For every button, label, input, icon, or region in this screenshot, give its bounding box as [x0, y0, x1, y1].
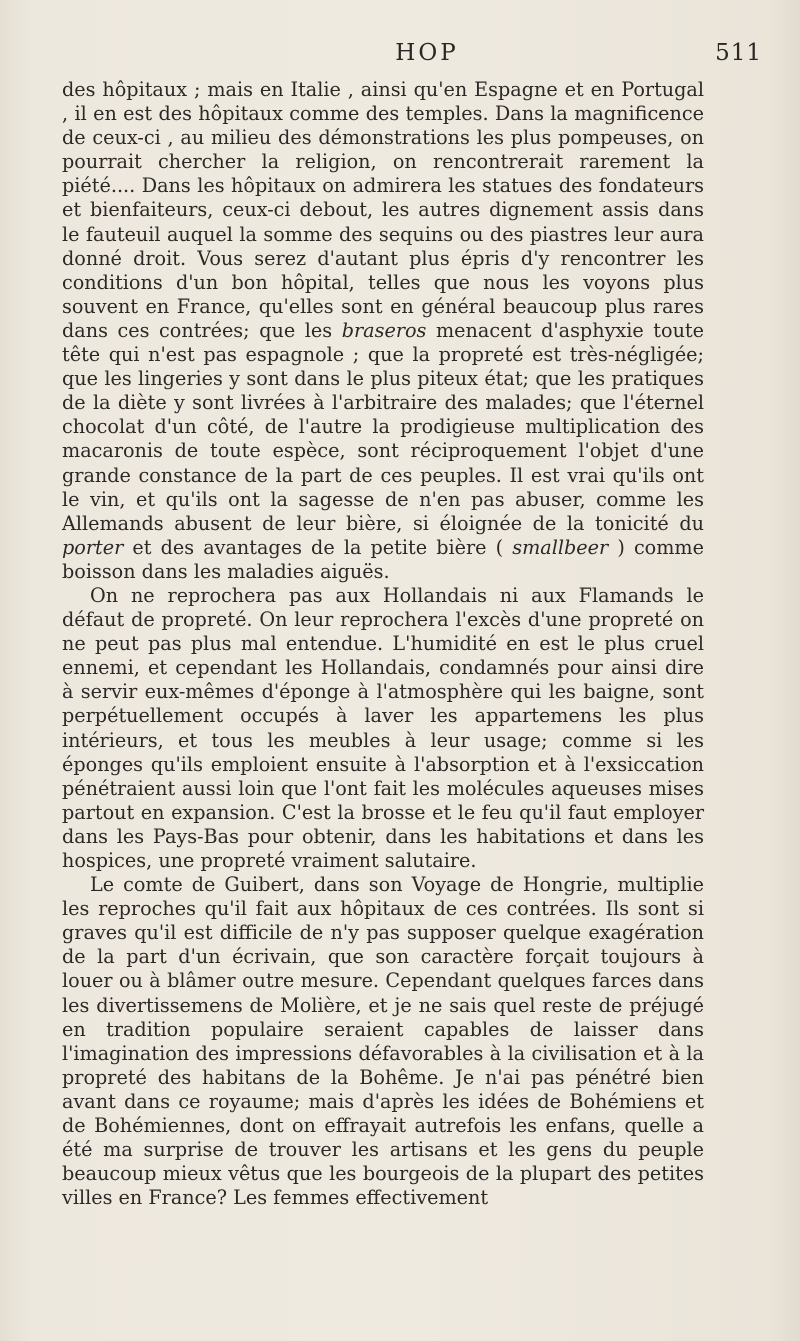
paragraph-2 [62, 584, 704, 873]
paragraph-3 [62, 873, 704, 1210]
text-segment: menacent d'asphyxie toute tête qui n'est pas espagnole ; que la propreté est très-négligée; que les lingeries y sont dans le plus piteux état; que les pratiques de la diète y sont livrées à l'arbitraire des malades; que l'éternel chocolat d'un côté, de l'autre la prodigieuse multiplication des macaronis de toute espèce, sont réciproquement l'objet d'une grande constance de la part de ces peuples. Il est vrai qu'ils ont le vin, et qu'ils ont la sagesse de n'en pas abuser, comme les Allemands abusent de leur bière, si éloignée de la tonicité du [62, 318, 704, 535]
paragraph-1 [62, 78, 704, 584]
text-segment: ) comme boisson dans les maladies aiguës. [62, 535, 704, 583]
italic-term-braseros: braseros [341, 318, 427, 342]
text-segment: et des avantages de la petite bière ( [123, 535, 513, 559]
text-segment: Le comte de Guibert, dans son Voyage de Hongrie, multiplie les reproches qu'il fait aux hôpitaux de ces contrées. Ils sont si graves qu'il est difficile de n'y pas supposer quelque exagération de la part d'un écrivain, que son caractère forçait toujours à louer ou à blâmer outre mesure. Cependant quelques farces dans les divertissemens de Molière, et je ne sais quel reste de préjugé en tradition populaire seraient capables de laisser dans l'imagination des impressions défavorables à la civilisation et à la propreté des habitans de la Bohême. Je n'ai pas pénétré bien avant dans ce royaume; mais d'après les idées de Bohémiens et de Bohémiennes, dont on effrayait autrefois les enfans, quelle a été ma surprise de trouver les artisans et les gens du peuple beaucoup mieux vêtus que les bourgeois de la plupart des petites villes en France? Les femmes effectivement [62, 873, 704, 1210]
text-segment: On ne reprochera pas aux Hollandais ni aux Flamands le défaut de propreté. On leur reprochera l'excès d'une propreté on ne peut pas plus mal entendue. L'humidité en est le plus cruel ennemi, et cependant les Hollandais, condamnés pour ainsi dire à servir eux-mêmes d'éponge à l'atmosphère qui les baigne, sont perpétuellement occupés à laver les appartemens les plus intérieurs, et tous les meubles à leur usage; comme si les éponges qu'ils emploient ensuite à l'absorption et à l'exsiccation pénétraient aussi loin que l'ont fait les molécules aqueuses mises partout en expansion. C'est la brosse et le feu qu'il faut employer dans les Pays-Bas pour obtenir, dans les habitations et dans les hospices, une propreté vraiment salutaire. [62, 583, 704, 872]
italic-term-porter: porter [62, 535, 124, 559]
running-head: HOP [395, 40, 459, 66]
page-number: 511 [715, 40, 762, 66]
page-header [62, 40, 762, 76]
text-segment: des hôpitaux ; mais en Italie , ainsi qu'en Espagne et en Portugal , il en est des hôpitaux comme des temples. Dans la magnificence de ceux-ci , au milieu des démonstrations les plus pompeuses, on pourrait chercher la religion, on rencontrerait rarement la piété.... Dans les hôpitaux on admirera les statues des fondateurs et bienfaiteurs, ceux-ci debout, les autres dignement assis dans le fauteuil auquel la somme des sequins ou des piastres leur aura donné droit. Vous serez d'autant plus épris d'y rencontrer les conditions d'un bon hôpital, telles que nous les voyons plus souvent en France, qu'elles sont en général beaucoup plus rares dans ces contrées; que les [62, 78, 704, 342]
body-text [62, 78, 704, 1210]
italic-term-smallbeer: smallbeer [512, 535, 609, 559]
